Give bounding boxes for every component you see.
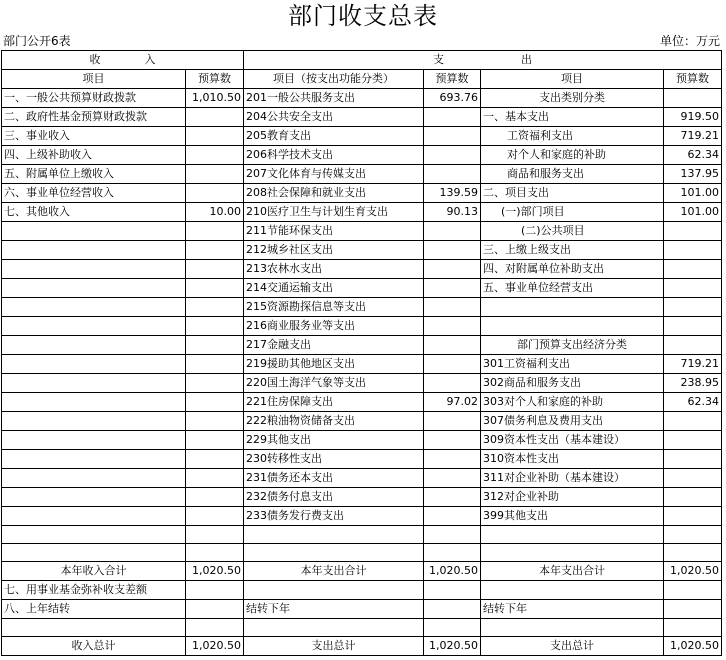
table-row: [2, 526, 722, 544]
func-budget-cell: [424, 581, 481, 600]
table-row: [2, 165, 722, 184]
func-budget-cell: [424, 222, 481, 241]
func-budget-cell: [424, 260, 481, 279]
func-item-cell: 支出总计: [244, 637, 424, 656]
income-budget-cell: [186, 260, 244, 279]
econ-budget-cell: 1,020.50: [664, 637, 722, 656]
table-row: [2, 637, 722, 656]
func-budget-cell: [424, 165, 481, 184]
econ-budget-cell: [664, 507, 722, 526]
func-budget-cell: [424, 298, 481, 317]
table-row: [2, 393, 722, 412]
table-row: [2, 336, 722, 355]
econ-budget-cell: [664, 336, 722, 355]
func-item-cell: 205教育支出: [244, 127, 424, 146]
income-item-cell: [2, 241, 186, 260]
table-row: [2, 544, 722, 562]
func-item-cell: 220国土海洋气象等支出: [244, 374, 424, 393]
func-budget-cell: [424, 544, 481, 562]
income-item-cell: [2, 619, 186, 637]
econ-budget-cell: [664, 600, 722, 619]
func-item-cell: 231债务还本支出: [244, 469, 424, 488]
econ-budget-cell: [664, 450, 722, 469]
econ-item-cell: 309资本性支出（基本建设）: [481, 431, 664, 450]
econ-item-cell: 399其他支出: [481, 507, 664, 526]
income-budget-cell: [186, 488, 244, 507]
econ-budget-cell: [664, 241, 722, 260]
econ-item-cell: (二)公共项目: [481, 222, 664, 241]
income-budget-cell: [186, 317, 244, 336]
income-budget-cell: [186, 279, 244, 298]
func-budget-cell: [424, 355, 481, 374]
income-item-cell: 八、上年结转: [2, 600, 186, 619]
income-budget-cell: [186, 108, 244, 127]
econ-item-cell: (一)部门项目: [481, 203, 664, 222]
econ-budget-cell: [664, 469, 722, 488]
page-title: 部门收支总表: [288, 2, 438, 30]
econ-item-cell: 一、基本支出: [481, 108, 664, 127]
table-row: [2, 203, 722, 222]
func-item-cell: 215资源勘探信息等支出: [244, 298, 424, 317]
table-row: [2, 241, 722, 260]
budget-table: [1, 50, 722, 656]
func-budget-cell: 693.76: [424, 89, 481, 108]
table-row: [2, 184, 722, 203]
func-budget-cell: 1,020.50: [424, 562, 481, 581]
func-item-cell: 232债务付息支出: [244, 488, 424, 507]
func-budget-header: 预算数: [424, 70, 481, 89]
income-item-cell: [2, 431, 186, 450]
form-id: 部门公开6表: [3, 34, 71, 48]
table-row: [2, 374, 722, 393]
func-budget-cell: 139.59: [424, 184, 481, 203]
func-budget-cell: [424, 146, 481, 165]
econ-budget-cell: [664, 279, 722, 298]
func-item-cell: 结转下年: [244, 600, 424, 619]
income-budget-cell: [186, 412, 244, 431]
income-item-cell: 四、上级补助收入: [2, 146, 186, 165]
income-budget-cell: [186, 165, 244, 184]
income-item-cell: 七、其他收入: [2, 203, 186, 222]
income-budget-cell: 1,010.50: [186, 89, 244, 108]
income-item-cell: 三、事业收入: [2, 127, 186, 146]
income-item-cell: [2, 374, 186, 393]
econ-item-cell: 311对企业补助（基本建设）: [481, 469, 664, 488]
table-row: [2, 355, 722, 374]
econ-item-cell: 301工资福利支出: [481, 355, 664, 374]
income-budget-cell: [186, 507, 244, 526]
header-row-1: [2, 51, 722, 70]
econ-item-cell: [481, 544, 664, 562]
func-budget-cell: [424, 279, 481, 298]
func-budget-cell: [424, 600, 481, 619]
func-budget-cell: [424, 488, 481, 507]
func-item-cell: [244, 526, 424, 544]
income-item-cell: [2, 222, 186, 241]
econ-budget-cell: 101.00: [664, 203, 722, 222]
func-item-cell: 219援助其他地区支出: [244, 355, 424, 374]
econ-item-cell: 本年支出合计: [481, 562, 664, 581]
table-row: [2, 450, 722, 469]
func-budget-cell: [424, 507, 481, 526]
func-item-cell: 216商业服务业等支出: [244, 317, 424, 336]
func-budget-cell: [424, 127, 481, 146]
income-budget-cell: [186, 619, 244, 637]
func-item-cell: 217金融支出: [244, 336, 424, 355]
income-item-cell: [2, 336, 186, 355]
econ-budget-cell: [664, 619, 722, 637]
func-item-cell: 214交通运输支出: [244, 279, 424, 298]
econ-budget-header: 预算数: [664, 70, 722, 89]
income-item-cell: [2, 317, 186, 336]
table-row: [2, 127, 722, 146]
func-budget-cell: [424, 336, 481, 355]
income-item-cell: 一、一般公共预算财政拨款: [2, 89, 186, 108]
econ-budget-cell: 62.34: [664, 146, 722, 165]
income-budget-cell: 1,020.50: [186, 562, 244, 581]
func-budget-cell: [424, 526, 481, 544]
income-budget-cell: [186, 450, 244, 469]
econ-budget-cell: 62.34: [664, 393, 722, 412]
table-row: [2, 600, 722, 619]
income-header: 收 入: [2, 51, 244, 70]
income-budget-cell: [186, 184, 244, 203]
econ-budget-cell: 719.21: [664, 355, 722, 374]
econ-budget-cell: 137.95: [664, 165, 722, 184]
income-item-cell: [2, 526, 186, 544]
income-item-cell: [2, 260, 186, 279]
table-row: [2, 146, 722, 165]
func-budget-cell: 97.02: [424, 393, 481, 412]
func-item-cell: 204公共安全支出: [244, 108, 424, 127]
econ-item-cell: 结转下年: [481, 600, 664, 619]
func-budget-cell: [424, 619, 481, 637]
econ-budget-cell: 238.95: [664, 374, 722, 393]
econ-item-cell: 302商品和服务支出: [481, 374, 664, 393]
func-item-cell: 208社会保障和就业支出: [244, 184, 424, 203]
econ-budget-cell: 919.50: [664, 108, 722, 127]
header-row-2: [2, 70, 722, 89]
func-budget-cell: [424, 108, 481, 127]
func-item-cell: [244, 544, 424, 562]
income-budget-cell: [186, 127, 244, 146]
econ-budget-cell: 719.21: [664, 127, 722, 146]
econ-item-cell: 支出类别分类: [481, 89, 664, 108]
table-row: [2, 108, 722, 127]
income-item-cell: 二、政府性基金预算财政拨款: [2, 108, 186, 127]
table-row: [2, 222, 722, 241]
income-budget-cell: [186, 146, 244, 165]
func-item-cell: 本年支出合计: [244, 562, 424, 581]
income-item-cell: [2, 355, 186, 374]
econ-item-cell: 三、上缴上级支出: [481, 241, 664, 260]
econ-item-cell: 303对个人和家庭的补助: [481, 393, 664, 412]
income-budget-cell: [186, 581, 244, 600]
econ-item-cell: [481, 581, 664, 600]
func-budget-cell: [424, 317, 481, 336]
table-row: [2, 260, 722, 279]
func-item-cell: 229其他支出: [244, 431, 424, 450]
func-item-cell: 212城乡社区支出: [244, 241, 424, 260]
econ-budget-cell: [664, 222, 722, 241]
func-item-cell: 211节能环保支出: [244, 222, 424, 241]
func-budget-cell: [424, 431, 481, 450]
income-budget-cell: [186, 355, 244, 374]
table-row: [2, 431, 722, 450]
income-budget-cell: [186, 600, 244, 619]
income-budget-cell: [186, 431, 244, 450]
econ-item-header: 项目: [481, 70, 664, 89]
income-item-cell: [2, 393, 186, 412]
econ-item-cell: 商品和服务支出: [481, 165, 664, 184]
unit-label: 单位：万元: [659, 34, 720, 48]
income-budget-cell: 1,020.50: [186, 637, 244, 656]
econ-item-cell: 部门预算支出经济分类: [481, 336, 664, 355]
income-item-cell: [2, 279, 186, 298]
table-row: [2, 619, 722, 637]
income-item-cell: 收入总计: [2, 637, 186, 656]
income-item-cell: 七、用事业基金弥补收支差额: [2, 581, 186, 600]
table-row: [2, 488, 722, 507]
func-budget-cell: [424, 469, 481, 488]
income-item-cell: [2, 450, 186, 469]
econ-budget-cell: [664, 526, 722, 544]
econ-item-cell: [481, 298, 664, 317]
table-row: [2, 317, 722, 336]
table-row: [2, 507, 722, 526]
income-item-cell: [2, 488, 186, 507]
econ-item-cell: 307债务利息及费用支出: [481, 412, 664, 431]
func-item-cell: 230转移性支出: [244, 450, 424, 469]
func-item-cell: 210医疗卫生与计划生育支出: [244, 203, 424, 222]
func-item-cell: 233债务发行费支出: [244, 507, 424, 526]
income-budget-cell: [186, 544, 244, 562]
table-row: [2, 412, 722, 431]
econ-budget-cell: [664, 89, 722, 108]
income-budget-cell: [186, 374, 244, 393]
income-budget-cell: [186, 469, 244, 488]
econ-budget-cell: [664, 431, 722, 450]
func-item-cell: 206科学技术支出: [244, 146, 424, 165]
econ-item-cell: 310资本性支出: [481, 450, 664, 469]
func-item-cell: 213农林水支出: [244, 260, 424, 279]
income-budget-cell: [186, 222, 244, 241]
income-item-cell: [2, 507, 186, 526]
expense-header: 支 出: [244, 51, 722, 70]
func-item-cell: 201一般公共服务支出: [244, 89, 424, 108]
income-budget-cell: [186, 526, 244, 544]
func-budget-cell: [424, 450, 481, 469]
table-row: [2, 89, 722, 108]
income-item-cell: [2, 412, 186, 431]
econ-item-cell: 四、对附属单位补助支出: [481, 260, 664, 279]
income-item-cell: [2, 469, 186, 488]
table-row: [2, 562, 722, 581]
income-budget-cell: [186, 336, 244, 355]
func-budget-cell: [424, 241, 481, 260]
income-item-cell: [2, 298, 186, 317]
table-row: [2, 298, 722, 317]
func-item-cell: [244, 619, 424, 637]
table-row: [2, 469, 722, 488]
income-budget-cell: 10.00: [186, 203, 244, 222]
econ-budget-cell: [664, 260, 722, 279]
econ-budget-cell: [664, 544, 722, 562]
income-budget-cell: [186, 241, 244, 260]
income-item-cell: [2, 544, 186, 562]
econ-budget-cell: [664, 298, 722, 317]
econ-item-cell: 二、项目支出: [481, 184, 664, 203]
econ-budget-cell: [664, 488, 722, 507]
income-budget-header: 预算数: [186, 70, 244, 89]
econ-item-cell: [481, 317, 664, 336]
econ-item-cell: 312对企业补助: [481, 488, 664, 507]
econ-item-cell: 支出总计: [481, 637, 664, 656]
func-item-cell: 207文化体育与传媒支出: [244, 165, 424, 184]
table-row: [2, 581, 722, 600]
income-item-header: 项目: [2, 70, 186, 89]
income-item-cell: 六、事业单位经营收入: [2, 184, 186, 203]
func-item-cell: [244, 581, 424, 600]
econ-budget-cell: 1,020.50: [664, 562, 722, 581]
income-item-cell: 本年收入合计: [2, 562, 186, 581]
econ-item-cell: [481, 619, 664, 637]
income-budget-cell: [186, 393, 244, 412]
econ-item-cell: 工资福利支出: [481, 127, 664, 146]
func-budget-cell: 1,020.50: [424, 637, 481, 656]
econ-budget-cell: 101.00: [664, 184, 722, 203]
func-item-header: 项目（按支出功能分类）: [244, 70, 424, 89]
income-budget-cell: [186, 298, 244, 317]
econ-item-cell: 对个人和家庭的补助: [481, 146, 664, 165]
func-item-cell: 221住房保障支出: [244, 393, 424, 412]
table-row: [2, 279, 722, 298]
econ-item-cell: 五、事业单位经营支出: [481, 279, 664, 298]
func-budget-cell: [424, 412, 481, 431]
econ-budget-cell: [664, 317, 722, 336]
income-item-cell: 五、附属单位上缴收入: [2, 165, 186, 184]
econ-item-cell: [481, 526, 664, 544]
econ-budget-cell: [664, 412, 722, 431]
func-budget-cell: [424, 374, 481, 393]
func-budget-cell: 90.13: [424, 203, 481, 222]
econ-budget-cell: [664, 581, 722, 600]
func-item-cell: 222粮油物资储备支出: [244, 412, 424, 431]
